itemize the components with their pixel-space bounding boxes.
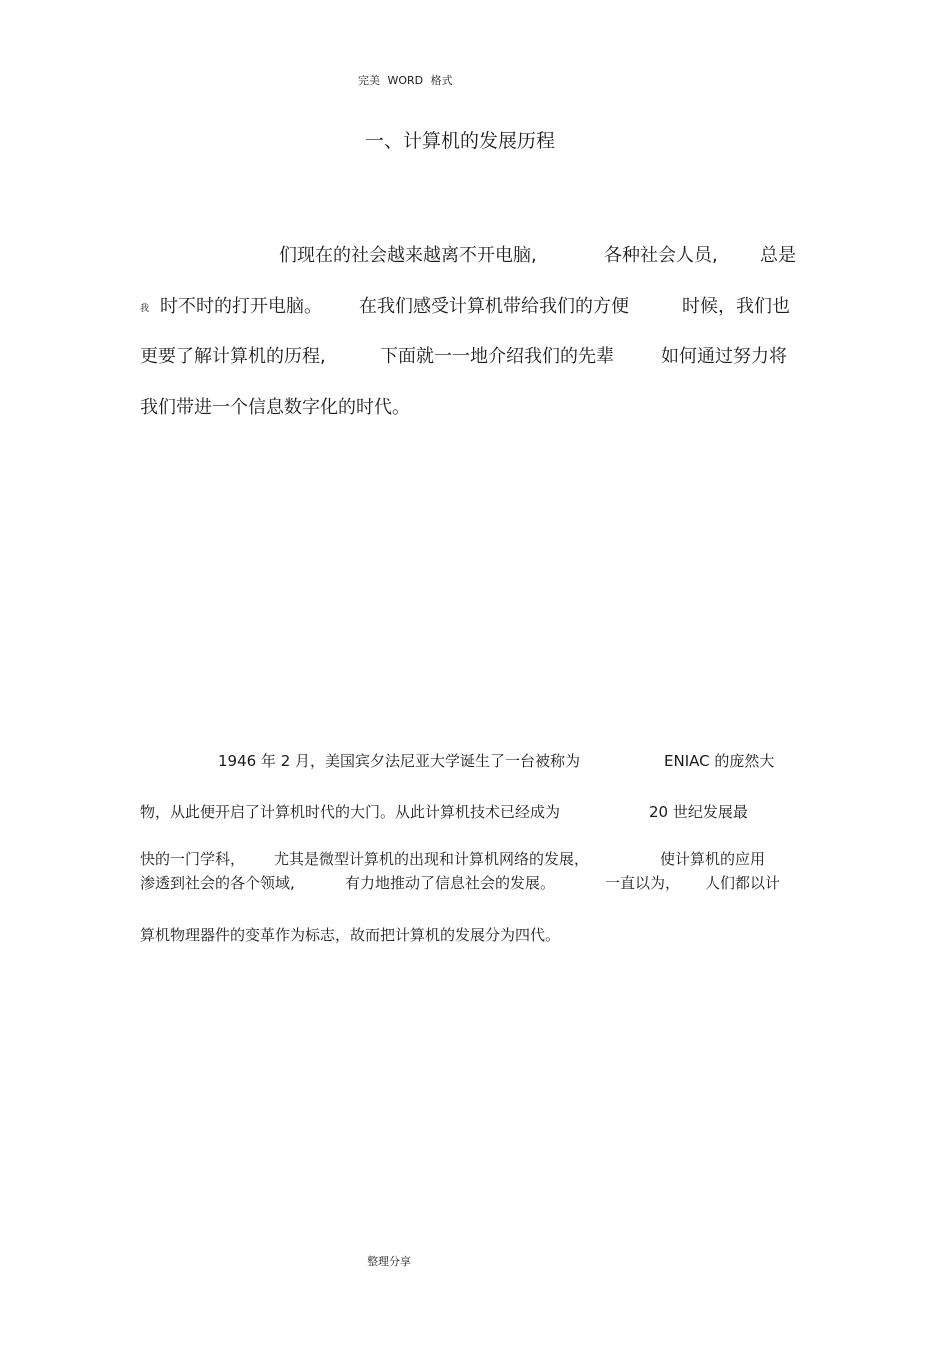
p2-line3-b: 尤其是微型计算机的出现和计算机网络的发展， [274, 850, 590, 868]
p2-line4-d: 人们都以计 [705, 874, 781, 892]
p2-line3-c: 使计算机的应用 [660, 850, 766, 868]
p2-line2-b: 20 世纪发展最 [649, 803, 748, 821]
p2-line3-a: 快的一门学科， [140, 850, 246, 868]
page-header: 完美 WORD 格式 [358, 74, 453, 87]
p2-line5-a: 算机物理器件的变革作为标志，故而把计算机的发展分为四代。 [140, 926, 561, 944]
p1-line2-b: 在我们感受计算机带给我们的方便 [359, 296, 629, 317]
p2-line4-a: 渗透到社会的各个领域, [140, 874, 295, 892]
section-title: 一、计算机的发展历程 [365, 130, 556, 152]
p1-line1-b: 各种社会人员, [604, 245, 718, 266]
p2-line2-a: 物，从此便开启了计算机时代的大门。从此计算机技术已经成为 [140, 803, 561, 821]
p1-line3-c: 如何通过努力将 [661, 346, 787, 367]
p2-line4-c: 一直以为， [605, 874, 681, 892]
p1-line4-a: 我们带进一个信息数字化的时代。 [140, 397, 410, 418]
p1-line2-marker: 我 [140, 304, 150, 314]
p1-line2-a: 时不时的打开电脑。 [160, 296, 322, 317]
p2-line1-b: ENIAC 的庞然大 [664, 752, 775, 770]
page-footer: 整理分享 [367, 1255, 411, 1268]
p2-line4-b: 有力地推动了信息社会的发展。 [345, 874, 556, 892]
p1-line3-b: 下面就一一地介绍我们的先辈 [380, 346, 614, 367]
p1-line2-c: 时候，我们也 [682, 296, 790, 317]
p1-line1-a: 们现在的社会越来越离不开电脑, [279, 245, 537, 266]
p2-line1-a: 1946 年 2 月，美国宾夕法尼亚大学诞生了一台被称为 [218, 752, 581, 770]
p1-line1-c: 总是 [760, 245, 796, 266]
p1-line3-a: 更要了解计算机的历程, [140, 346, 326, 367]
